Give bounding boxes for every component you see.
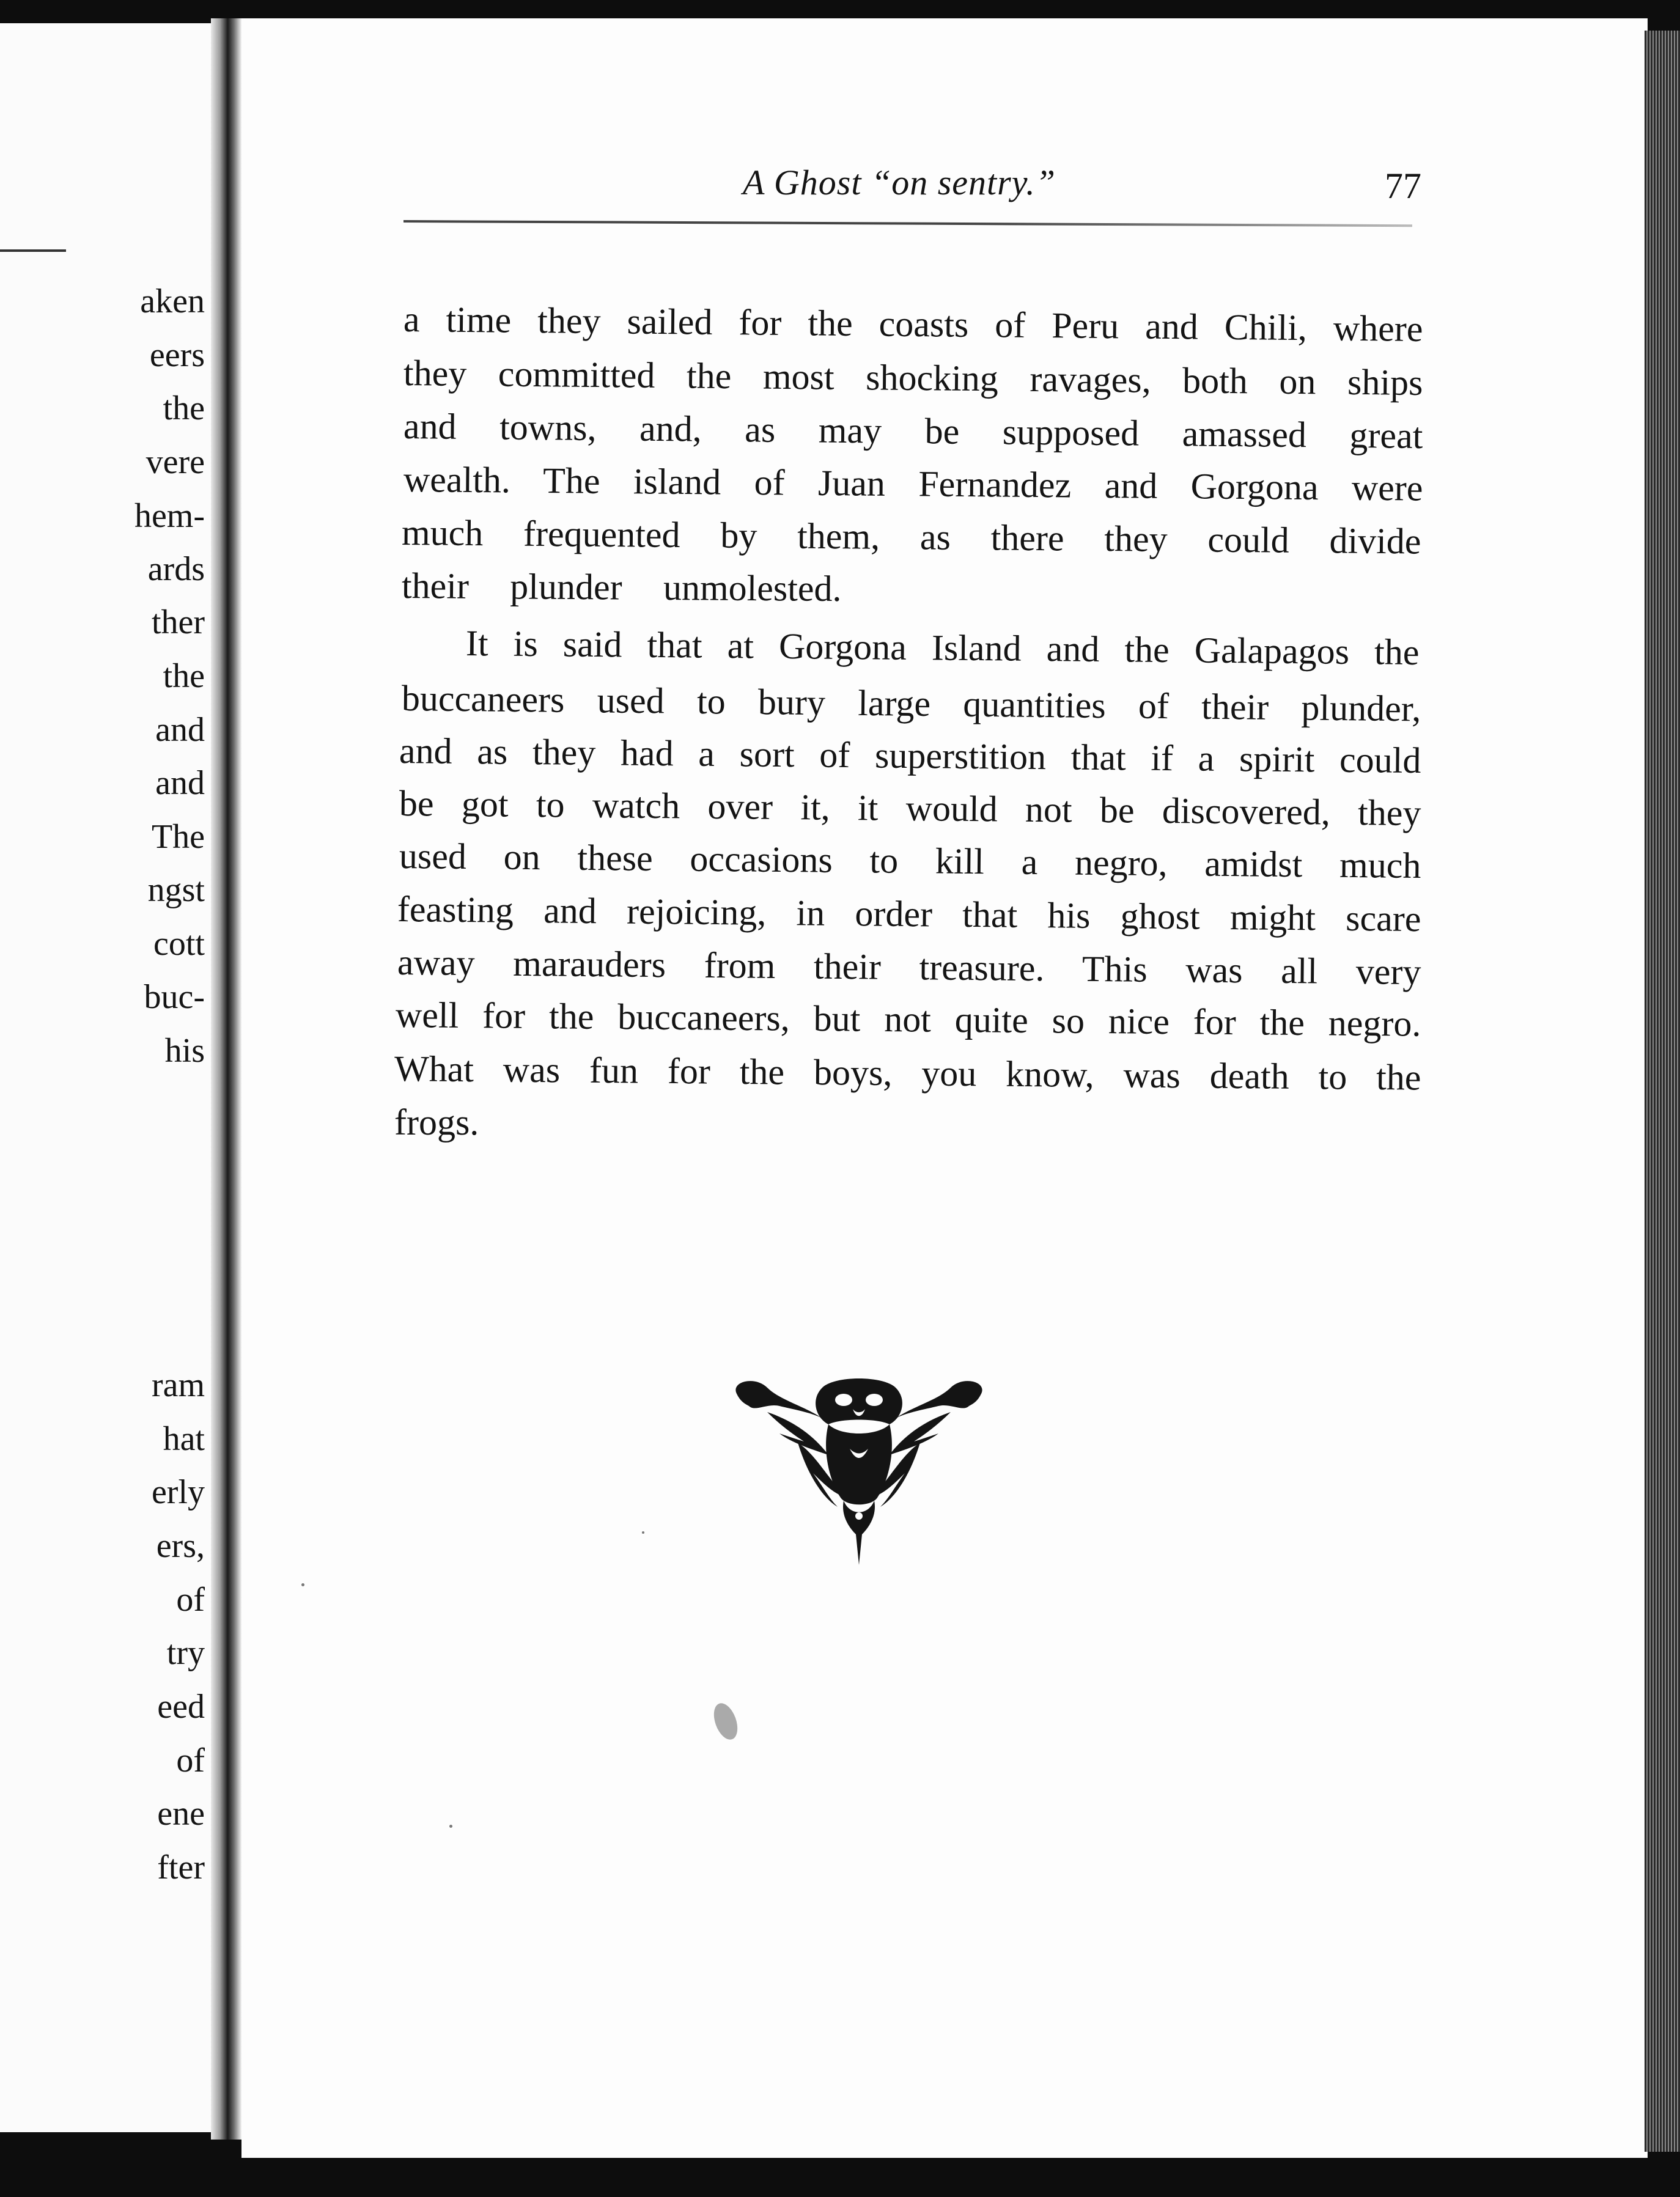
- body-line: and towns, and, as may be supposed amassed great: [403, 406, 1423, 457]
- previous-page-line-fragment: vere: [146, 443, 205, 481]
- body-line: What was fun for the boys, you know, was death to the: [394, 1048, 1421, 1098]
- previous-page-line-fragment: eed: [157, 1688, 205, 1726]
- paper-speck: [301, 1583, 304, 1586]
- body-line: buccaneers used to bury large quantities of their plunder,: [401, 678, 1421, 729]
- previous-page-line-fragment: the: [163, 389, 205, 427]
- body-line: a time they sailed for the coasts of Peru and Chili, where: [403, 299, 1423, 350]
- previous-page-line-fragment: of: [176, 1742, 205, 1779]
- previous-page-line-fragment: eers: [149, 336, 205, 374]
- previous-page-line-fragment: buc-: [144, 978, 205, 1016]
- body-line: wealth. The island of Juan Fernandez and Gorgona were: [403, 459, 1423, 509]
- previous-page-line-fragment: fter: [157, 1849, 205, 1886]
- body-line: used on these occasions to kill a negro, amidst much: [399, 836, 1421, 886]
- body-line: be got to watch over it, it would not be discovered, they: [399, 783, 1421, 834]
- page-77: [241, 18, 1648, 2158]
- body-line: their plunder unmolested.: [401, 565, 842, 609]
- body-line: It is said that at Gorgona Island and the Galapagos the: [465, 623, 1420, 672]
- previous-page-line-fragment: erly: [151, 1473, 205, 1511]
- foliate-tailpiece-icon: [731, 1375, 987, 1571]
- previous-page-line-fragment: aken: [140, 282, 205, 320]
- previous-page-line-fragment: of: [176, 1581, 205, 1619]
- previous-page-line-fragment: hat: [163, 1420, 205, 1458]
- previous-page-line-fragment: hem-: [134, 497, 205, 535]
- paper-speck: [449, 1825, 452, 1828]
- body-line: away marauders from their treasure. This was all very: [397, 942, 1421, 993]
- running-head: A Ghost “on sentry.”: [743, 163, 1056, 202]
- previous-page-line-fragment: ene: [157, 1795, 205, 1833]
- previous-page-line-fragment: ther: [151, 603, 205, 641]
- body-line: feasting and rejoicing, in order that his ghost might scare: [397, 889, 1421, 940]
- previous-page-line-fragment: his: [164, 1032, 205, 1070]
- previous-page-line-fragment: ram: [151, 1366, 205, 1404]
- body-line: they committed the most shocking ravages, both on ships: [403, 353, 1423, 403]
- book-gutter: [211, 18, 241, 2140]
- previous-page-line-fragment: ngst: [147, 871, 205, 909]
- previous-page-head-rule: [0, 249, 66, 252]
- previous-page-line-fragment: and: [155, 764, 205, 802]
- body-line: much frequented by them, as there they could divide: [401, 512, 1421, 562]
- paper-speck: [709, 1700, 742, 1743]
- previous-page-line-fragment: try: [166, 1634, 205, 1672]
- previous-page-line-fragment: ers,: [156, 1527, 205, 1565]
- header-rule: [403, 220, 1412, 227]
- previous-page-fragment: [0, 23, 211, 2132]
- previous-page-line-fragment: and: [155, 711, 205, 749]
- body-line: well for the buccaneers, but not quite so nice for the negro.: [395, 995, 1421, 1044]
- body-line: frogs.: [394, 1102, 479, 1143]
- previous-page-line-fragment: cott: [153, 925, 205, 963]
- previous-page-line-fragment: ards: [147, 550, 205, 588]
- page-edges: [1645, 31, 1680, 2152]
- previous-page-line-fragment: the: [163, 657, 205, 695]
- page-number: 77: [1385, 166, 1421, 206]
- body-line: and as they had a sort of superstition that if a spirit could: [399, 730, 1421, 781]
- paper-speck: [642, 1531, 644, 1534]
- previous-page-line-fragment: The: [151, 818, 205, 856]
